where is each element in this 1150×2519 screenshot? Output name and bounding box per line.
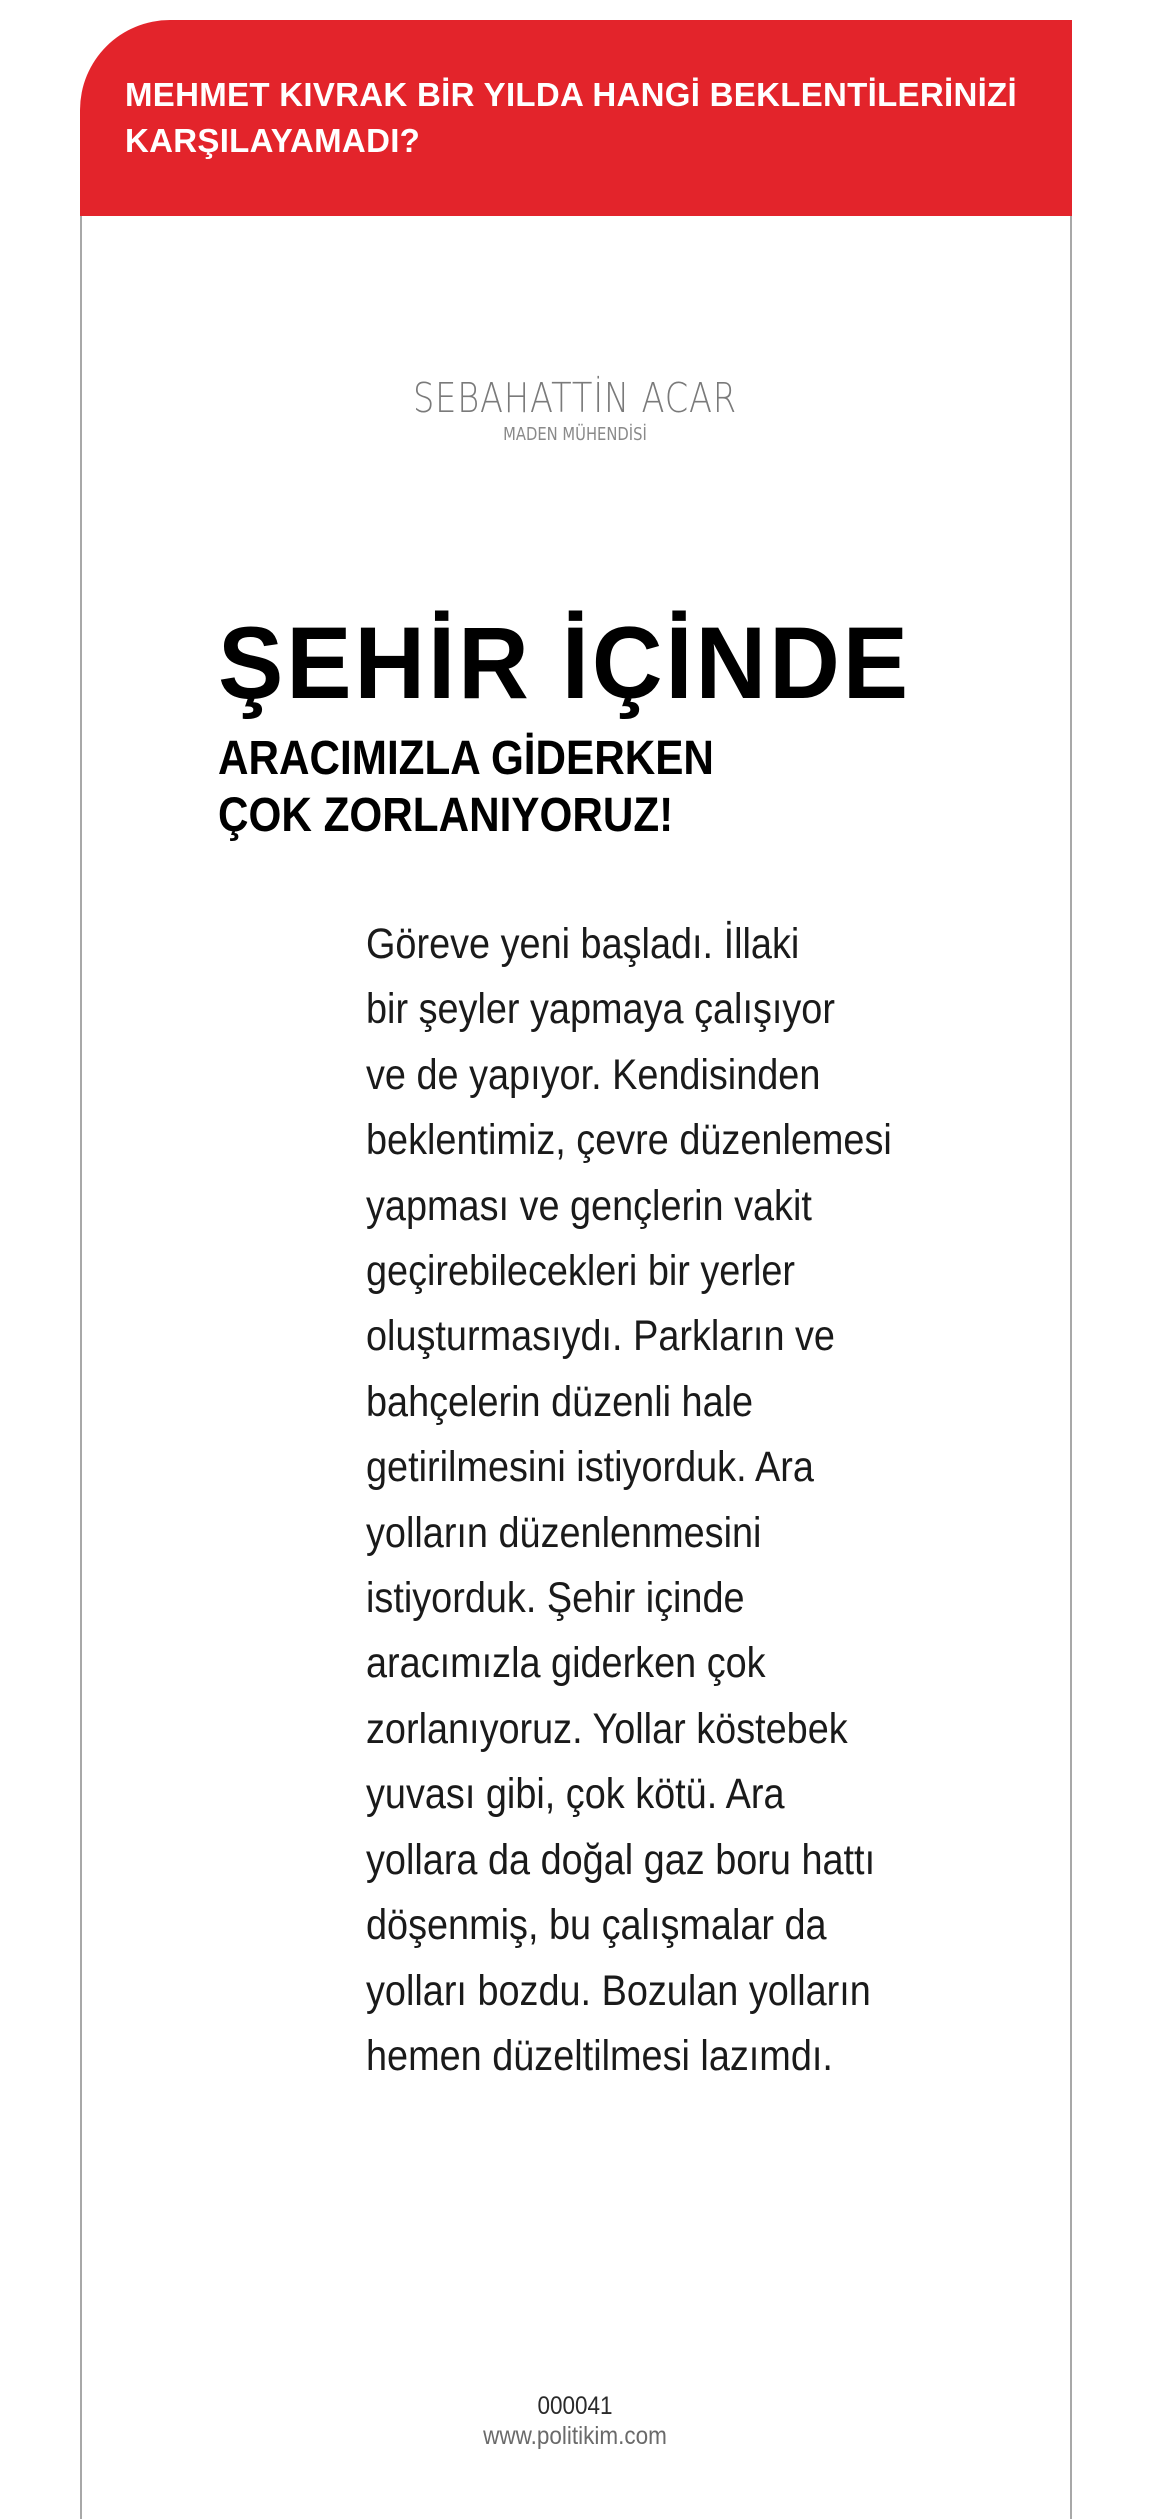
banner-question-line-2: KARŞILAYAMADI? <box>125 122 421 159</box>
body-line: aracımızla giderken çok <box>366 1639 766 1688</box>
body-line: Göreve yeni başladı. İllaki <box>366 920 800 968</box>
body-line: geçirebilecekleri bir yerler <box>366 1247 796 1296</box>
body-line: yolların düzenlenmesini <box>366 1508 762 1557</box>
author-title: MADEN MÜHENDİSİ <box>503 424 647 445</box>
headline-sub-line-1: ARACIMIZLA GİDERKEN <box>218 732 714 785</box>
body-line: hemen düzeltilmesi lazımdı. <box>366 2031 833 2080</box>
headline <box>218 608 1038 844</box>
body-line: bahçelerin düzenli hale <box>366 1377 754 1426</box>
headline-sub-line-2: ÇOK ZORLANIYORUZ! <box>218 789 674 842</box>
body-line: oluşturmasıydı. Parkların ve <box>366 1312 835 1361</box>
headline-main: ŞEHİR İÇİNDE <box>218 606 911 720</box>
body-line: beklentimiz, çevre düzenlemesi <box>366 1116 892 1165</box>
question-banner <box>80 20 1072 216</box>
body-line: getirilmesini istiyorduk. Ara <box>366 1443 814 1492</box>
body-line: yollara da doğal gaz boru hattı <box>366 1835 876 1884</box>
body-line: istiyorduk. Şehir içinde <box>366 1574 745 1623</box>
body-line: ve de yapıyor. Kendisinden <box>366 1050 821 1099</box>
body-text <box>366 912 986 2089</box>
banner-question-line-1: MEHMET KIVRAK BİR YILDA HANGİ BEKLENTİLERİNİZİ <box>125 76 1017 113</box>
website-link[interactable]: www.politikim.com <box>483 2422 667 2450</box>
body-line: zorlanıyoruz. Yollar köstebek <box>366 1704 848 1753</box>
page-footer <box>0 2391 1150 2451</box>
body-line: yapması ve gençlerin vakit <box>366 1181 812 1230</box>
author-block <box>0 372 1150 446</box>
banner-question <box>125 72 1072 164</box>
body-line: bir şeyler yapmaya çalışıyor <box>366 985 835 1034</box>
body-line: yolları bozdu. Bozulan yolların <box>366 1966 871 2015</box>
body-line: yuvası gibi, çok kötü. Ara <box>366 1770 785 1819</box>
author-name: SEBAHATTİN ACAR <box>412 374 738 422</box>
page-number: 000041 <box>537 2392 613 2420</box>
body-line: döşenmiş, bu çalışmalar da <box>366 1901 827 1950</box>
